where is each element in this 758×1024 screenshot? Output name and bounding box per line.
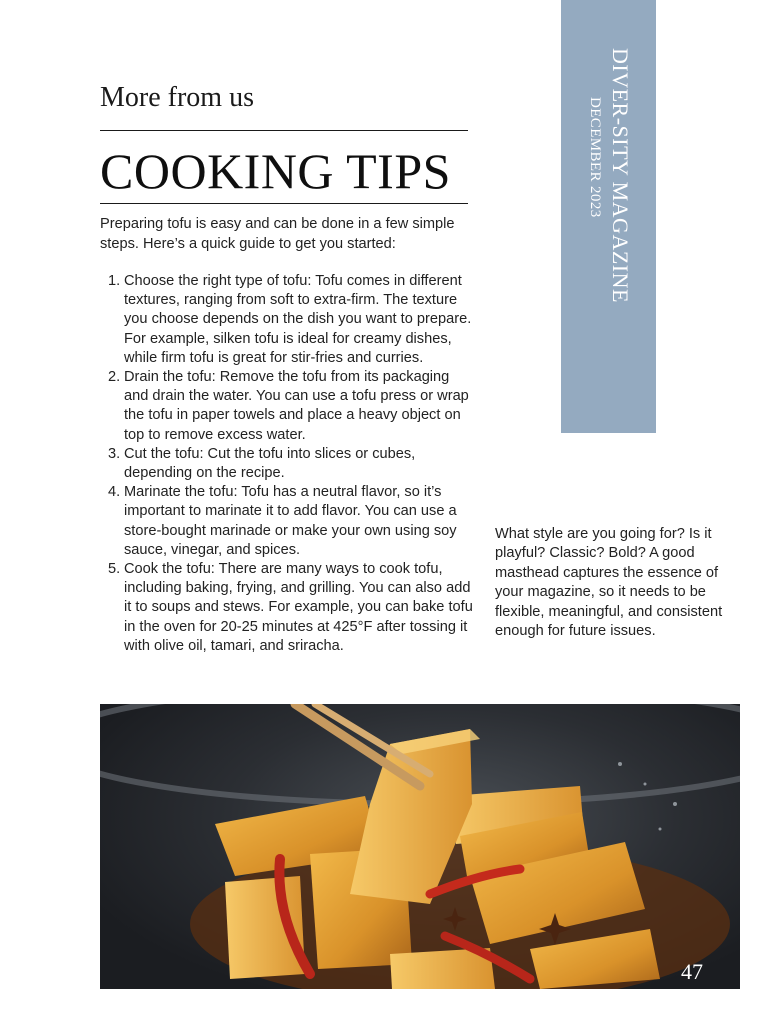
step-number: 2. [108, 369, 121, 386]
step-text: Cook the tofu: There are many ways to cook tofu, including baking, frying, and grilling. You can also add it to soups and stews. For example, you can bake tofu in the oven for 20-25 minutes at 425°F after tossing it with olive oil, tamari, and sriracha. [124, 561, 473, 654]
chopstick [315, 704, 430, 774]
sidenote-paragraph: What style are you going for? Is it playful? Classic? Bold? A good masthead captures the essence of your magazine, so it needs to be flexible, meaningful, and consistent enough for future issues. [495, 526, 723, 640]
page-number: 47 [681, 959, 703, 984]
step-text: Drain the tofu: Remove the tofu from its packaging and drain the water. You can use a tofu press or wrap the tofu in paper towels and place a heavy object on top to remove excess water. [124, 369, 469, 443]
tofu-stirfry-illustration [100, 704, 740, 989]
magazine-banner [561, 0, 656, 433]
step-number: 3. [108, 445, 121, 462]
intro-paragraph: Preparing tofu is easy and can be done in a few simple steps. Here’s a quick guide to get you started: [100, 216, 455, 252]
steps-list [100, 272, 474, 656]
issue-date: DECEMBER 2023 [587, 97, 603, 218]
list-item [100, 445, 474, 483]
step-text: Choose the right type of tofu: Tofu comes in different textures, ranging from soft to extra-firm. The texture you choose depends on the dish you want to prepare. For example, silken tofu is ideal for creamy dishes, while firm tofu is great for stir-fries and curries. [124, 273, 472, 366]
tofu-photo [100, 704, 740, 989]
list-item [100, 483, 474, 560]
list-item [100, 272, 474, 368]
step-text: Marinate the tofu: Tofu has a neutral flavor, so it’s important to marinate it to add flavor. You can use a store-bought marinade or make your own using soy sauce, vinegar, and spices. [124, 484, 457, 558]
step-number: 5. [108, 561, 121, 578]
bottom-rule [100, 203, 468, 204]
page-title: COOKING TIPS [100, 143, 451, 199]
list-item [100, 560, 474, 656]
magazine-title: DIVER-SITY MAGAZINE [608, 48, 633, 303]
top-rule [100, 130, 468, 131]
step-number: 1. [108, 273, 121, 289]
step-number: 4. [108, 484, 121, 501]
list-item [100, 368, 474, 445]
step-text: Cut the tofu: Cut the tofu into slices or cubes, depending on the recipe. [124, 445, 416, 482]
kicker: More from us [100, 82, 254, 113]
